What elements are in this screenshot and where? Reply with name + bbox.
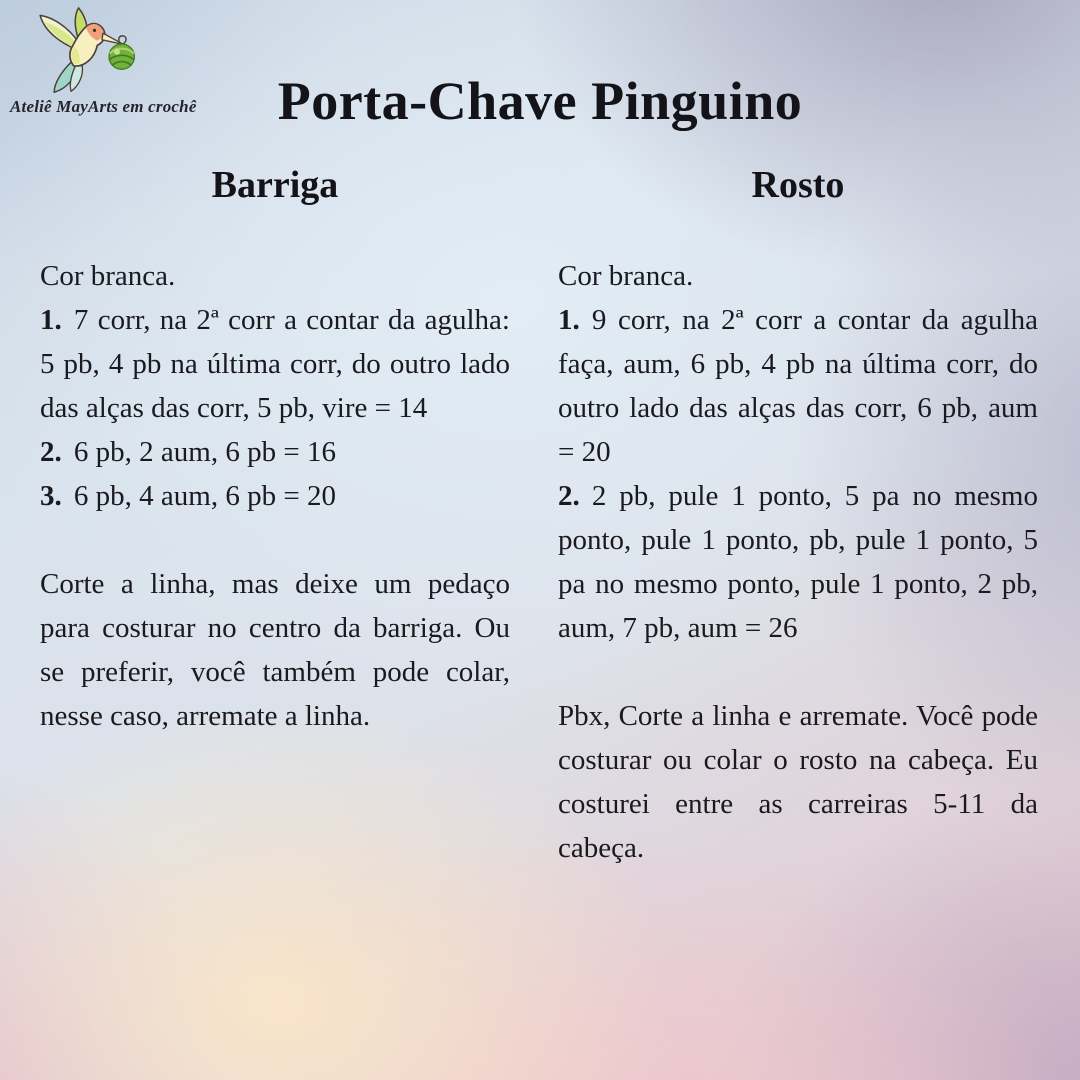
rosto-step bbox=[558, 474, 1038, 650]
step-text: 9 corr, na 2ª corr a contar da agulha faça, aum, 6 pb, 4 pb na última corr, do outro lado das alças das corr, 6 pb, aum = 20 bbox=[558, 303, 1038, 468]
pattern-columns bbox=[40, 162, 1038, 870]
step-text: 7 corr, na 2ª corr a contar da agulha: 5 pb, 4 pb na última corr, do outro lado das alças das corr, 5 pb, vire = 14 bbox=[40, 303, 510, 424]
rosto-step bbox=[558, 298, 1038, 474]
page-title: Porta-Chave Pinguino bbox=[277, 71, 803, 132]
brand-name: Ateliê MayArts em crochê bbox=[10, 97, 197, 116]
step-number: 2. bbox=[40, 435, 62, 468]
barriga-note: Corte a linha, mas deixe um pedaço para costurar no centro da barriga. Ou se preferir, você também pode colar, nesse caso, arremate a linha. bbox=[40, 567, 510, 732]
barriga-instructions bbox=[40, 254, 510, 738]
barriga-step bbox=[40, 298, 510, 430]
section-rosto bbox=[558, 162, 1038, 870]
step-text: 6 pb, 2 aum, 6 pb = 16 bbox=[73, 435, 336, 468]
barriga-intro: Cor branca. bbox=[40, 259, 176, 292]
step-number: 3. bbox=[40, 479, 62, 512]
rosto-heading: Rosto bbox=[751, 164, 845, 206]
step-number: 2. bbox=[558, 479, 580, 512]
step-number: 1. bbox=[558, 303, 580, 336]
barriga-step bbox=[40, 430, 510, 474]
barriga-heading: Barriga bbox=[211, 164, 339, 206]
step-text: 2 pb, pule 1 ponto, 5 pa no mesmo ponto, pule 1 ponto, pb, pule 1 ponto, 5 pa no mesmo ponto, pule 1 ponto, 2 pb, aum, 7 pb, aum = 26 bbox=[558, 479, 1038, 644]
rosto-intro: Cor branca. bbox=[558, 259, 694, 292]
rosto-instructions bbox=[558, 254, 1038, 870]
barriga-step bbox=[40, 474, 510, 518]
rosto-note: Pbx, Corte a linha e arremate. Você pode costurar ou colar o rosto na cabeça. Eu costurei entre as carreiras 5-11 da cabeça. bbox=[558, 699, 1038, 864]
step-text: 6 pb, 4 aum, 6 pb = 20 bbox=[73, 479, 336, 512]
step-number: 1. bbox=[40, 303, 62, 336]
section-barriga bbox=[40, 162, 510, 870]
